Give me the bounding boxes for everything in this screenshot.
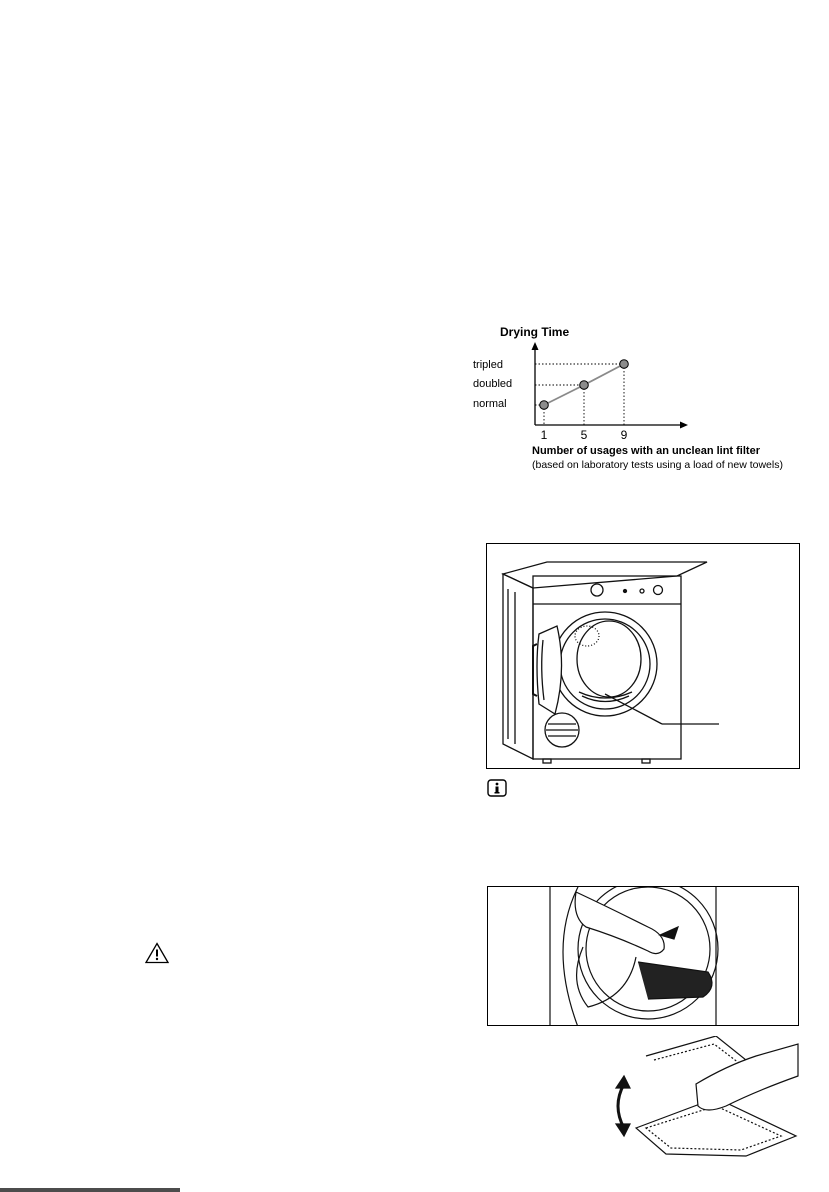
drying-time-chart	[470, 325, 820, 490]
data-point-9	[620, 360, 629, 369]
warning-icon	[145, 942, 169, 964]
x-axis-arrow	[680, 422, 688, 429]
x-tick-5: 5	[580, 428, 588, 442]
cropped-text-strip	[0, 1186, 200, 1192]
x-tick-1: 1	[540, 428, 548, 442]
data-point-5	[580, 381, 589, 390]
dryer-figure	[486, 543, 800, 769]
hand-removing-filter-illustration	[488, 887, 799, 1026]
dryer-illustration	[487, 544, 800, 769]
series-markers	[540, 360, 629, 410]
chart-subtitle: (based on laboratory tests using a load of new towels)	[532, 459, 783, 471]
x-axis-label: Number of usages with an unclean lint filter	[532, 445, 760, 457]
x-tick-9: 9	[620, 428, 628, 442]
y-tick-normal: normal	[473, 398, 507, 410]
filter-removal-figure	[487, 886, 799, 1026]
hand-opening-filter-illustration	[606, 1036, 800, 1160]
y-tick-doubled: doubled	[473, 378, 513, 390]
info-icon	[487, 779, 507, 797]
y-tick-tripled: tripled	[473, 359, 503, 371]
guide-lines	[535, 364, 624, 425]
chart-title: Drying Time	[500, 325, 570, 339]
data-point-1	[540, 401, 549, 410]
y-axis-arrow	[532, 342, 539, 350]
